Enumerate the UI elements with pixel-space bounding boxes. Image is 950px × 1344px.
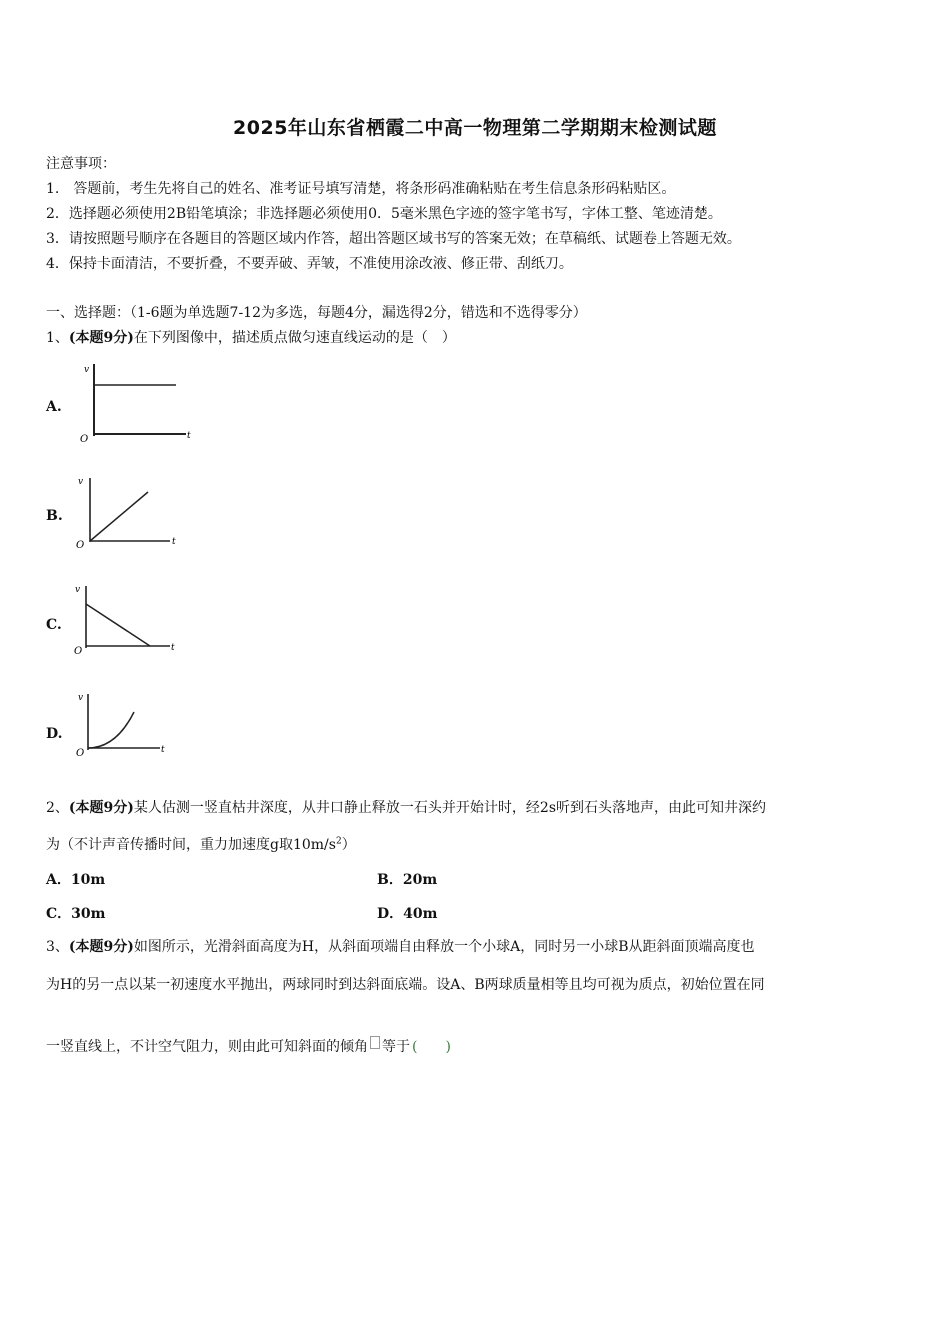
q2-option-c: C．30m <box>46 906 106 922</box>
question-3-stem-line-3 <box>46 1036 451 1056</box>
graph-line <box>90 492 148 541</box>
origin-label: O <box>80 434 89 444</box>
question-number: 1、 <box>46 330 69 346</box>
question-text: 在下列图像中，描述质点做匀速直线运动的是（ ） <box>133 330 456 346</box>
section-heading: 一、选择题：（1-6题为单选题7-12为多选，每题4分，漏选得2分，错选和不选得零分） <box>46 305 587 321</box>
option-a-label: A. <box>46 399 62 415</box>
notice-header: 注意事项： <box>46 156 116 172</box>
question-number: 3、 <box>46 939 69 955</box>
question-2-stem-line-1 <box>46 797 766 817</box>
question-3-stem-line-1 <box>46 936 755 956</box>
missing-glyph-icon <box>370 1036 380 1049</box>
question-1-stem <box>46 327 456 347</box>
question-text: 如图所示，光滑斜面高度为H，从斜面项端自由释放一个小球A，同时另一小球B从距斜面顶端高度也 <box>133 939 755 955</box>
graph-line <box>86 604 150 646</box>
question-text: 一竖直线上，不计空气阻力，则由此可知斜面的倾角 <box>46 1039 368 1055</box>
notice-item-1: 1. 答题前，考生先将自己的姓名、准考证号填写清楚，将条形码准确粘贴在考生信息条形码粘贴区。 <box>46 181 676 197</box>
axis-y-label: v <box>84 365 90 375</box>
superscript: 2 <box>335 836 342 847</box>
axis-x-label: t <box>171 643 175 653</box>
question-number: 2、 <box>46 800 69 816</box>
question-tag: (本题9分) <box>68 330 134 346</box>
axis-x-label: t <box>172 537 176 547</box>
origin-label: O <box>74 646 83 657</box>
q2-option-b: B．20m <box>377 872 438 888</box>
graph-b <box>74 472 184 552</box>
question-text: 为（不计声音传播时间，重力加速度g取10m/s <box>46 837 336 853</box>
axis-y-label: v <box>75 585 81 595</box>
question-2-stem-line-2 <box>46 834 356 854</box>
option-b-label: B. <box>46 508 63 524</box>
question-tag: (本题9分) <box>68 800 134 816</box>
question-text: 等于 <box>382 1039 410 1055</box>
axis-y-label: v <box>78 693 84 703</box>
question-tag: (本题9分) <box>68 939 134 955</box>
graph-d <box>76 690 176 760</box>
origin-label: O <box>76 748 85 759</box>
graph-a <box>76 360 196 444</box>
option-d-label: D. <box>46 726 63 742</box>
axis-x-label: t <box>161 745 165 755</box>
question-text: 某人估测一竖直枯井深度，从井口静止释放一石头并开始计时，经2s听到石头落地声，由此可知井深约 <box>133 800 767 816</box>
notice-item-2: 2．选择题必须使用2B铅笔填涂；非选择题必须使用0．5毫米黑色字迹的签字笔书写，字体工整、笔迹清楚。 <box>46 206 722 222</box>
question-3-stem-line-2: 为H的另一点以某一初速度水平抛出，两球同时到达斜面底端。设A、B两球质量相等且均可视为质点，初始位置在同 <box>46 977 765 993</box>
graph-c <box>74 582 184 658</box>
graph-curve <box>88 712 134 748</box>
q2-option-d: D．40m <box>377 906 438 922</box>
question-text: ） <box>341 837 356 853</box>
page-title: 2025年山东省栖霞二中高一物理第二学期期末检测试题 <box>233 117 717 139</box>
notice-item-3: 3．请按照题号顺序在各题目的答题区域内作答，超出答题区域书写的答案无效；在草稿纸、试题卷上答题无效。 <box>46 231 741 247</box>
axis-y-label: v <box>78 477 84 487</box>
option-c-label: C. <box>46 617 62 633</box>
answer-blank: ( ) <box>412 1039 451 1055</box>
notice-item-4: 4．保持卡面清洁，不要折叠，不要弄破、弄皱，不准使用涂改液、修正带、刮纸刀。 <box>46 256 573 272</box>
origin-label: O <box>76 540 85 551</box>
axis-x-label: t <box>187 431 191 441</box>
q2-option-a: A．10m <box>46 872 106 888</box>
